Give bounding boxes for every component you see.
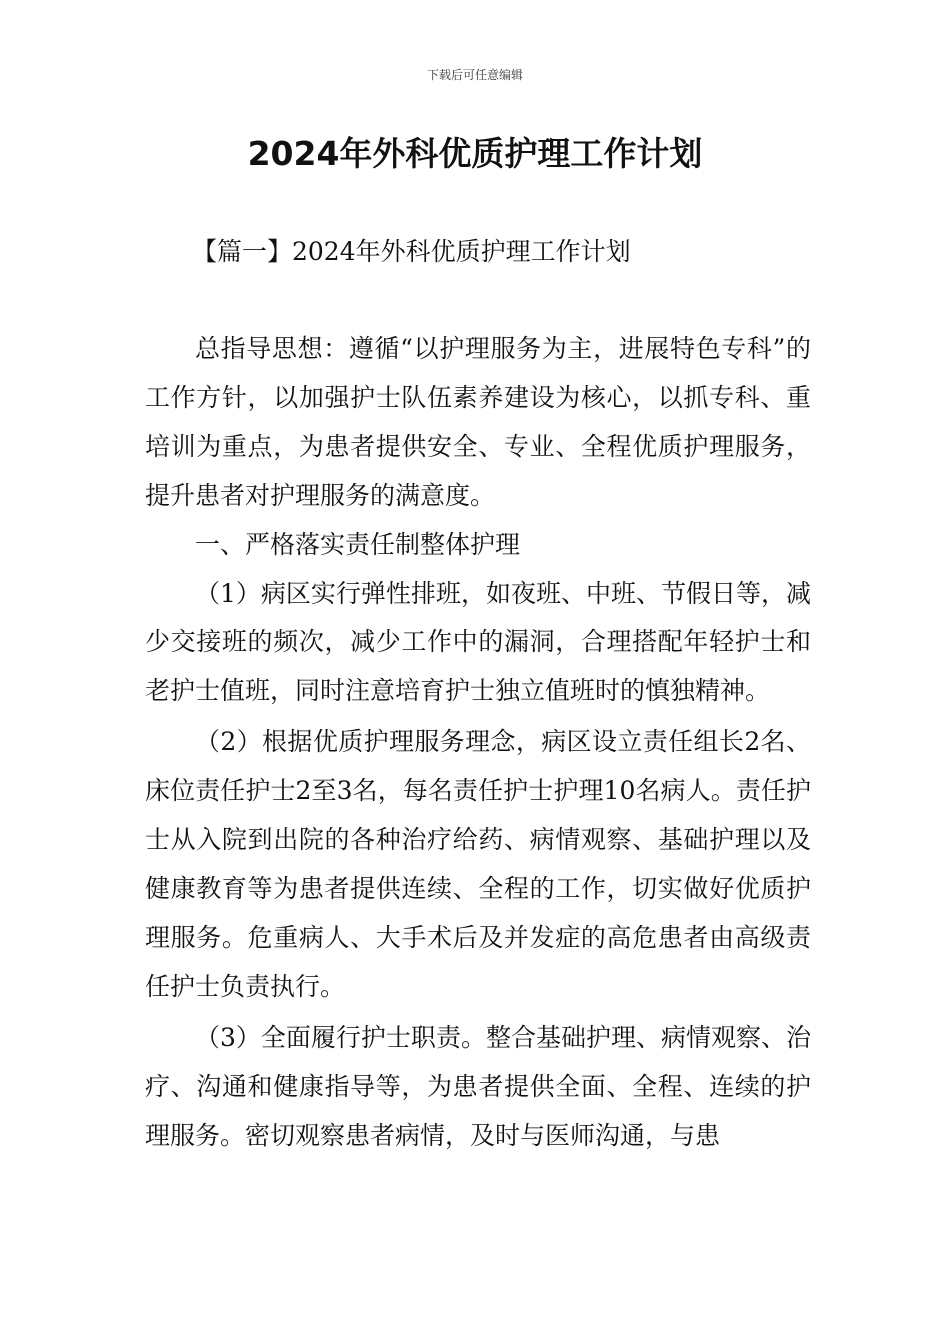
document-body: [145, 325, 811, 1160]
paragraph-item-1: （1）病区实行弹性排班，如夜班、中班、节假日等，减少交接班的频次，减少工作中的漏洞，合理搭配年轻护士和老护士值班，同时注意培育护士独立值班时的慎独精神。: [145, 578, 811, 706]
paragraph-item-3: （3）全面履行护士职责。整合基础护理、病情观察、治疗、沟通和健康指导等，为患者提供全面、全程、连续的护理服务。密切观察患者病情，及时与医师沟通，与患: [145, 1022, 811, 1150]
document-title: 2024年外科优质护理工作计划: [247, 134, 703, 173]
section-heading: 【篇一】2024年外科优质护理工作计划: [192, 237, 631, 266]
header-note: 下载后可任意编辑: [426, 68, 523, 82]
paragraph-guiding-thought: 总指导思想：遵循“以护理服务为主，进展特色专科”的工作方针，以加强护士队伍素养建设为核心，以抓专科、重培训为重点，为患者提供安全、专业、全程优质护理服务，提升患者对护理服务的满意度。: [145, 334, 811, 510]
paragraph-item-2: （2）根据优质护理服务理念，病区设立责任组长2名、床位责任护士2至3名，每名责任护士护理10名病人。责任护士从入院到出院的各种治疗给药、病情观察、基础护理以及健康教育等为患者提供连续、全程的工作，切实做好优质护理服务。危重病人、大手术后及并发症的高危患者由高级责任护士负责执行。: [145, 727, 811, 1001]
paragraph-heading-one: 一、严格落实责任制整体护理: [195, 529, 521, 559]
